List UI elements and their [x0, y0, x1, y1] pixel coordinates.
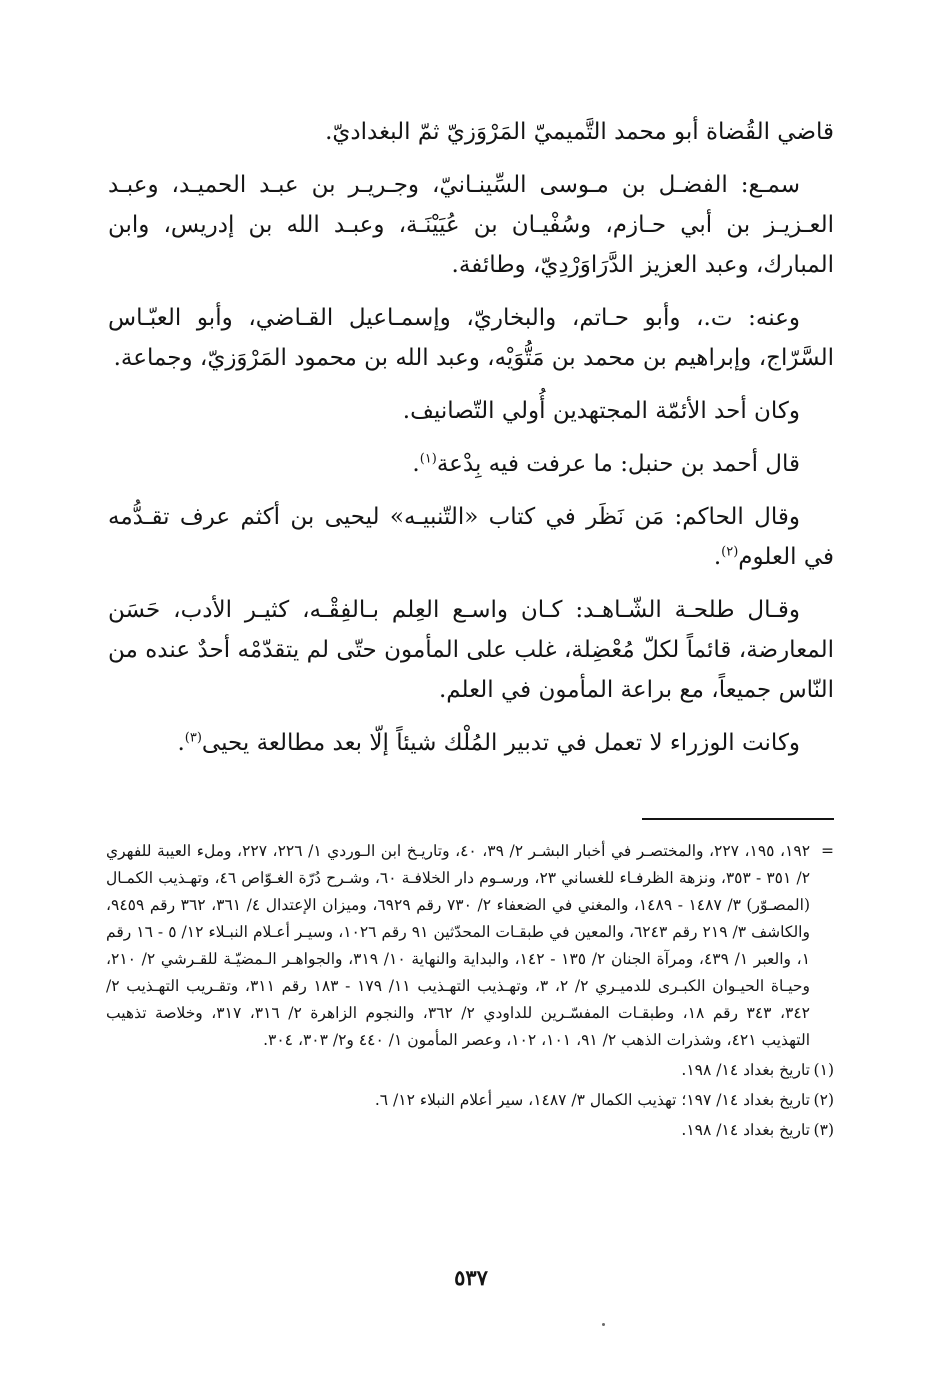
paragraph-imam	[108, 391, 834, 431]
page-number: ٥٣٧	[454, 1265, 488, 1290]
paragraph-6-text: وقال الحاكم: مَن نَظَر في كتاب «التّنبيـه» ليحيى بن أكثم عرف تقـدُّمه في العلوم	[108, 504, 834, 570]
continuation-mark: =	[821, 842, 834, 860]
paragraph-2-text: سمـع: الفضـل بن مـوسى السِّينـانيّ، وجـريـر بن عبـد الحميـد، وعبـد العـزيـز بن أبي حـازم، وسُفْيـان بن عُيَيْنَـة، وعبـد الله بن إدريس، وابن المبارك، وعبد العزيز الدَّرَاوَرْدِيّ، وطائفة.	[108, 172, 834, 278]
footnote-item	[106, 1087, 834, 1114]
paragraph-ahmad-quote	[108, 444, 834, 484]
footnote-text: تاريخ بغداد ١٤/ ١٩٨.	[681, 1121, 810, 1139]
paragraph-talha-quote	[108, 590, 834, 710]
paragraph-5-end: .	[412, 451, 420, 477]
paragraph-heard-from	[108, 165, 834, 285]
footnote-divider	[642, 818, 834, 820]
footnote-ref-1[interactable]: (١)	[419, 451, 437, 467]
paragraph-title-line	[108, 112, 834, 152]
paragraph-narrators	[108, 298, 834, 378]
paragraph-1-text: قاضي القُضاة أبو محمد التَّميميّ المَرْوَزيّ ثمّ البغداديّ.	[325, 119, 834, 145]
paragraph-hakim-quote	[108, 497, 834, 577]
paragraph-5-text: قال أحمد بن حنبل: ما عرفت فيه بِدْعة	[436, 451, 800, 477]
footnote-number: (١)	[813, 1061, 834, 1079]
footnote-item	[106, 1117, 834, 1144]
paragraph-6-end: .	[713, 544, 722, 570]
footnotes	[106, 838, 834, 1147]
footnote-ref-3[interactable]: (٣)	[184, 730, 202, 746]
footnote-number: (٣)	[813, 1121, 834, 1139]
footnote-text: تاريخ بغداد ١٤/ ١٩٧؛ تهذيب الكمال ٣/ ١٤٨٧، سير أعلام النبلاء ١٢/ ٦.	[374, 1091, 810, 1109]
scan-speck	[602, 1323, 605, 1326]
footnote-text: تاريخ بغداد ١٤/ ١٩٨.	[681, 1061, 810, 1079]
footnote-number: (٢)	[813, 1091, 834, 1109]
paragraph-3-text: وعنه: ت.، وأبو حـاتم، والبخاريّ، وإسمـاعيل القـاضي، وأبو العبّـاس السَّرّاج، وإبراهيم بن محمد بن مَتُّوَيْه، وعبد الله بن محمود المَرْوَزيّ، وجماعة.	[108, 305, 834, 371]
continuation-text: ١٩٢، ١٩٥، ٢٢٧، والمختصـر في أخبار البشـر ٢/ ٣٩، ٤٠، وتاريـخ ابن الـوردي ١/ ٢٢٦، ٢٢٧، وملء العيبة للفهري ٢/ ٣٥١ - ٣٥٣، ونزهة الظرفـاء للغساني ٢٣، ورسـوم دار الخلافـة ٦٠، وشـرح دُرّة الغـوّاص ٤٦، وتهـذيب الكمـال (المصـوّر) ٣/ ١٤٨٧ - ١٤٨٩، والمغني في الضعفاء ٢/ ٧٣٠ رقم ٦٩٢٩، وميزان الإعتدال ٤/ ٣٦١، ٣٦٢ رقم ٩٤٥٩، والكاشف ٣/ ٢١٩ رقم ٦٢٤٣، والمعين في طبقـات المحدّثين ٩١ رقم ١٠٢٦، وسيـر أعـلام النبـلاء ١٢/ ٥ - ١٦ رقم ١، والعبر ١/ ٤٣٩، ومرآة الجنان ٢/ ١٣٥ - ١٤٢، والبداية والنهاية ١٠/ ٣١٩، والجواهـر الـمضيّـة للقـرشي ٢/ ٢١٠، وحيـاة الحيـوان الكبـرى للدميـري ٢/ ٢، ٣، وتهـذيب التهـذيب ١١/ ١٧٩ - ١٨٣ رقم ٣١١، وتقـريب التهـذيب ٢/ ٣٤٢، ٣٤٣ رقم ١٨، وطبقـات المفسّـرين للداودي ٢/ ٣٦٢، والنجوم الزاهرة ٢/ ٣١٦، ٣١٧، وخلاصة تذهيب التهذيب ٤٢١، وشذرات الذهب ٢/ ٩١، ١٠١، ١٠٢، وعصر المأمون ١/ ٤٤٠ و٢/ ٣٠٣، ٣٠٤.	[106, 842, 811, 1049]
main-text	[108, 112, 834, 776]
paragraph-ministers	[108, 723, 834, 763]
footnote-ref-2[interactable]: (٢)	[721, 544, 739, 560]
footnote-item	[106, 1057, 834, 1084]
paragraph-8-end: .	[177, 730, 185, 756]
paragraph-7-text: وقـال طلحـة الشّـاهـد: كـان واسـع العِلم بـالفِقْـه، كثيـر الأدب، حَسَن المعارضة، قائماً لكلّ مُعْضِلة، غلب على المأمون حتّى لم يتقدّمْه أحدٌ عنده من النّاس جميعاً، مع براعة المأمون في العلم.	[108, 597, 834, 703]
paragraph-4-text: وكان أحد الأئمّة المجتهدين أُولي التّصانيف.	[402, 398, 800, 424]
paragraph-8-text: وكانت الوزراء لا تعمل في تدبير المُلْك شيئاً إلّا بعد مطالعة يحيى	[201, 730, 800, 756]
footnote-continuation	[106, 838, 834, 1054]
